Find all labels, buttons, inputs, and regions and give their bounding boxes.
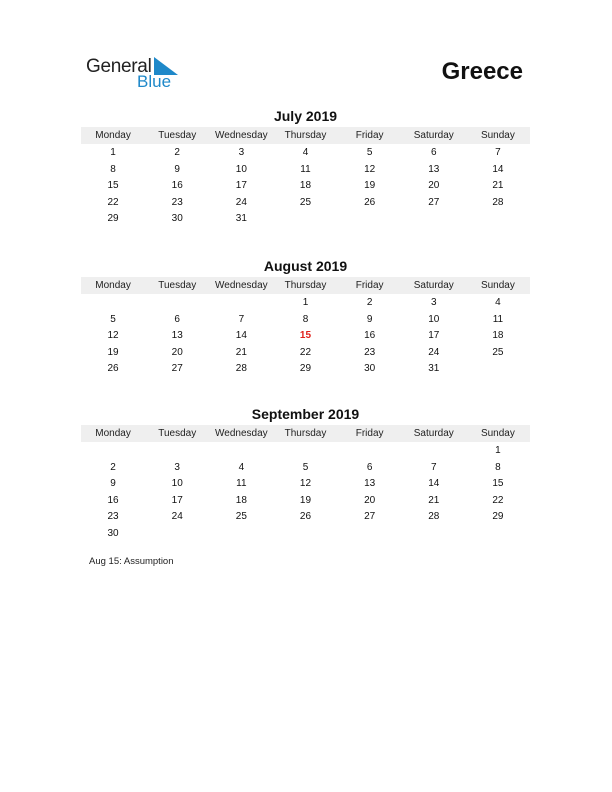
weekday-label: Monday (95, 280, 131, 291)
day-cell: 31 (235, 213, 247, 225)
day-cell: 7 (238, 313, 245, 325)
weekday-label: Thursday (284, 428, 327, 439)
day-cell: 6 (174, 313, 180, 325)
day-cell: 25 (235, 511, 247, 523)
empty-day-cell (209, 525, 273, 542)
day-cell: 2 (110, 461, 116, 473)
day-cell: 26 (299, 511, 312, 523)
day-cell: 19 (299, 494, 312, 506)
weekday-label: Monday (95, 130, 131, 141)
weekday-label: Sunday (480, 428, 515, 439)
weekday-label: Friday (355, 428, 384, 439)
day-cell: 9 (174, 163, 180, 175)
day-cell: 22 (299, 346, 312, 358)
day-cell: 10 (428, 313, 440, 325)
weekday-label: Monday (95, 428, 131, 439)
weekday-header-row (81, 425, 530, 442)
month-title: July 2019 (273, 108, 338, 124)
day-cell: 27 (428, 196, 440, 208)
empty-day-cell (402, 210, 466, 227)
week-row (81, 525, 530, 542)
day-cell: 13 (364, 478, 376, 490)
weekday-label: Tuesday (158, 428, 197, 439)
day-cell: 24 (428, 346, 440, 358)
logo (86, 56, 186, 92)
day-cell: 20 (171, 346, 183, 358)
weekday-label: Wednesday (215, 428, 268, 439)
week-row (81, 475, 530, 492)
day-cell: 6 (366, 461, 373, 473)
day-cell: 29 (299, 363, 312, 375)
week-row (81, 294, 530, 311)
weekday-label: Wednesday (215, 130, 268, 141)
day-cell: 10 (171, 478, 183, 490)
weekday-label: Thursday (284, 280, 327, 291)
day-cell: 3 (174, 461, 180, 473)
day-cell: 8 (495, 461, 501, 473)
day-cell: 14 (235, 330, 247, 342)
week-row (81, 144, 530, 161)
day-cell: 1 (302, 297, 309, 308)
day-cell: 13 (171, 330, 183, 342)
empty-day-cell (466, 360, 530, 377)
day-cell: 18 (299, 180, 312, 192)
empty-day-cell (466, 525, 530, 542)
day-cell: 24 (235, 196, 247, 208)
day-cell: 8 (302, 313, 309, 325)
week-row (81, 360, 530, 377)
day-cell: 20 (364, 494, 376, 506)
day-cell: 17 (171, 494, 183, 506)
day-cell: 9 (110, 478, 116, 490)
day-cell: 8 (110, 163, 116, 175)
week-row (81, 210, 530, 227)
weekday-label: Saturday (413, 280, 454, 291)
day-cell: 18 (492, 330, 504, 342)
weekday-label: Tuesday (158, 130, 197, 141)
day-cell: 27 (364, 511, 376, 523)
weekday-label: Tuesday (158, 280, 197, 291)
day-cell: 1 (110, 147, 116, 158)
day-cell: 25 (299, 196, 312, 208)
day-cell: 5 (366, 147, 373, 158)
day-cell: 16 (364, 330, 376, 342)
weekday-label: Thursday (284, 130, 327, 141)
day-cell: 28 (235, 363, 247, 375)
month-block (81, 405, 530, 542)
empty-day-cell (338, 525, 402, 542)
day-cell: 5 (110, 313, 116, 325)
holiday-notes (89, 556, 174, 567)
day-cell: 21 (428, 494, 440, 506)
day-cell: 28 (428, 511, 440, 523)
day-cell: 11 (492, 313, 504, 325)
day-cell: 31 (428, 363, 440, 375)
week-row (81, 442, 530, 459)
day-cell: 4 (495, 297, 501, 308)
day-cell: 26 (107, 363, 119, 375)
logo-blue-text: Blue (137, 72, 172, 91)
day-cell: 15 (299, 330, 312, 342)
day-cell: 4 (302, 147, 309, 158)
empty-day-cell (338, 442, 402, 459)
day-cell: 13 (428, 163, 440, 175)
month-block (81, 107, 530, 227)
week-row (81, 508, 530, 525)
day-cell: 30 (364, 363, 376, 375)
day-cell: 5 (302, 461, 309, 473)
day-cell: 22 (107, 196, 119, 208)
day-cell: 2 (174, 147, 180, 158)
weekday-label: Saturday (413, 428, 454, 439)
weekday-header-row (81, 127, 530, 144)
day-cell: 12 (364, 163, 376, 175)
weekday-label: Sunday (480, 130, 515, 141)
day-cell: 25 (492, 346, 504, 358)
day-cell: 14 (492, 163, 504, 175)
holiday-note: Aug 15: Assumption (89, 556, 174, 567)
day-cell: 23 (107, 511, 119, 523)
day-cell: 20 (428, 180, 440, 192)
day-cell: 29 (107, 213, 119, 225)
week-row (81, 311, 530, 328)
day-cell: 23 (364, 346, 376, 358)
day-cell: 21 (492, 180, 504, 192)
weekday-label: Wednesday (215, 280, 268, 291)
day-cell: 22 (492, 494, 504, 506)
day-cell: 24 (171, 511, 183, 523)
empty-day-cell (81, 294, 145, 311)
weekday-header-row (81, 277, 530, 294)
day-cell: 15 (107, 180, 119, 192)
day-cell: 9 (366, 313, 373, 325)
week-row (81, 459, 530, 476)
empty-day-cell (466, 210, 530, 227)
weekday-label: Friday (355, 280, 384, 291)
day-cell: 3 (430, 297, 437, 308)
country-title: Greece (441, 58, 523, 85)
day-cell: 17 (235, 180, 247, 192)
day-cell: 27 (171, 363, 183, 375)
empty-day-cell (338, 210, 402, 227)
day-cell: 10 (235, 163, 247, 175)
day-cell: 19 (364, 180, 376, 192)
day-cell: 30 (171, 213, 183, 225)
week-row (81, 177, 530, 194)
logo-general-text: General (86, 56, 152, 77)
empty-day-cell (145, 525, 209, 542)
empty-day-cell (273, 525, 337, 542)
day-cell: 7 (430, 461, 437, 473)
empty-day-cell (145, 442, 209, 459)
week-row (81, 492, 530, 509)
month-title: August 2019 (263, 258, 348, 274)
day-cell: 7 (495, 147, 501, 158)
day-cell: 16 (107, 494, 119, 506)
day-cell: 17 (428, 330, 440, 342)
weekday-label: Saturday (413, 130, 454, 141)
day-cell: 3 (238, 147, 245, 158)
day-cell: 14 (428, 478, 440, 490)
empty-day-cell (209, 294, 273, 311)
day-cell: 1 (495, 445, 501, 456)
day-cell: 30 (107, 527, 119, 539)
day-cell: 18 (235, 494, 247, 506)
empty-day-cell (402, 442, 466, 459)
day-cell: 6 (430, 147, 437, 158)
day-cell: 28 (492, 196, 504, 208)
day-cell: 16 (171, 180, 183, 192)
day-cell: 15 (492, 478, 504, 490)
empty-day-cell (209, 442, 273, 459)
month-title: September 2019 (251, 406, 360, 422)
week-row (81, 194, 530, 211)
week-row (81, 344, 530, 361)
day-cell: 26 (364, 196, 376, 208)
empty-day-cell (273, 442, 337, 459)
day-cell: 12 (107, 330, 119, 342)
day-cell: 11 (236, 478, 247, 490)
weekday-label: Sunday (480, 280, 515, 291)
empty-day-cell (81, 442, 145, 459)
day-cell: 4 (238, 461, 245, 473)
weekday-label: Friday (355, 130, 384, 141)
empty-day-cell (273, 210, 337, 227)
day-cell: 12 (299, 478, 312, 490)
day-cell: 23 (171, 196, 183, 208)
month-block (81, 257, 530, 377)
day-cell: 21 (235, 346, 247, 358)
week-row (81, 161, 530, 178)
week-row (81, 327, 530, 344)
day-cell: 2 (366, 297, 373, 308)
empty-day-cell (145, 294, 209, 311)
empty-day-cell (402, 525, 466, 542)
day-cell: 19 (107, 346, 119, 358)
day-cell: 11 (300, 163, 311, 175)
day-cell: 29 (492, 511, 504, 523)
